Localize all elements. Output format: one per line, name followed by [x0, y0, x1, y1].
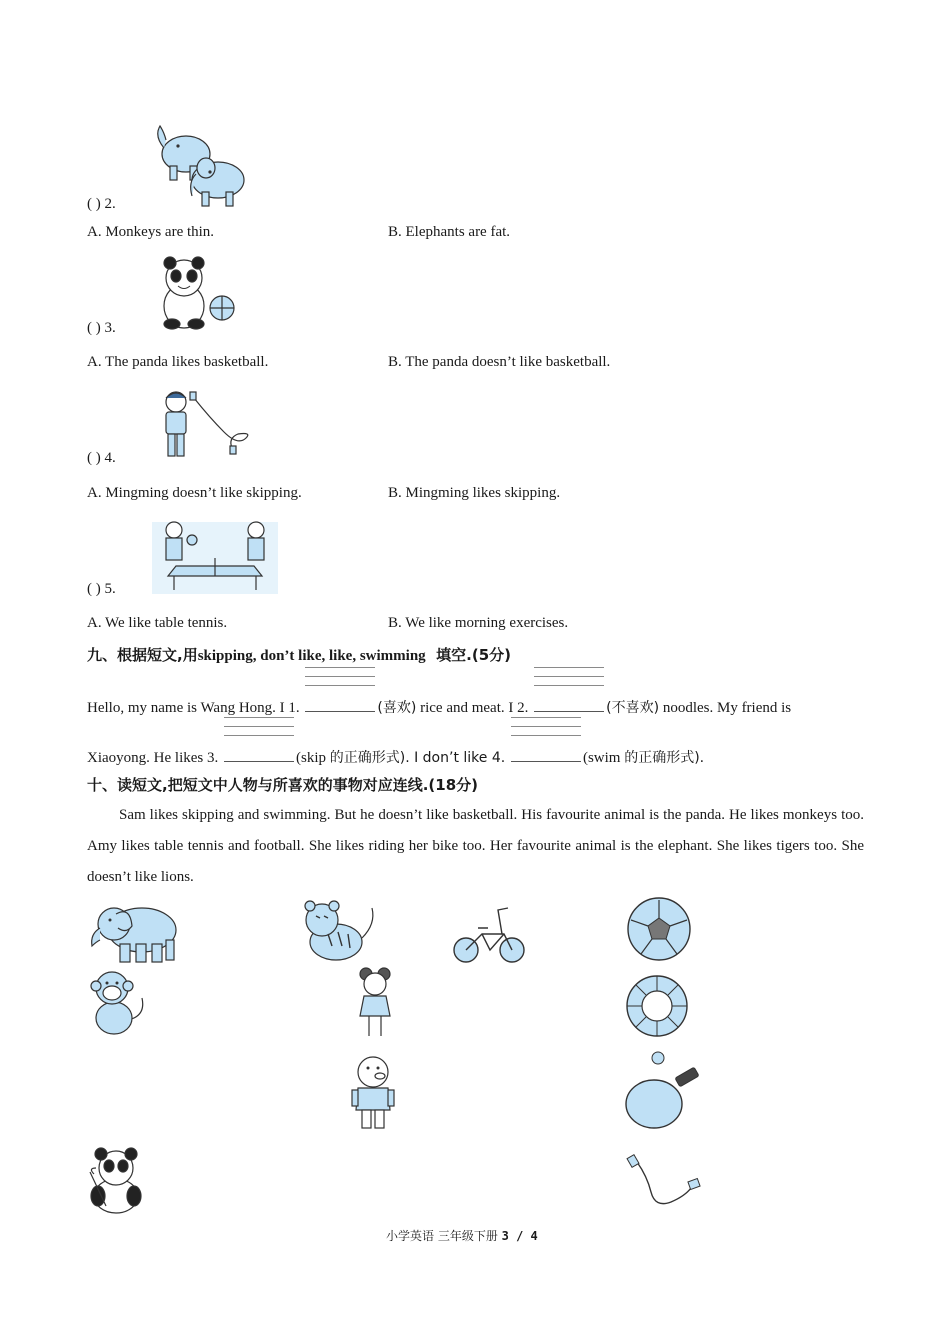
table-tennis-icon[interactable] [624, 1050, 702, 1132]
line-2-text-a: Xiaoyong. He likes 3. [87, 750, 219, 766]
blank-1-input[interactable] [305, 697, 375, 712]
section-9-line-1 [87, 697, 791, 717]
line-2-text-b: 的正确形式). I don’t like 4. [329, 750, 506, 766]
question-4-number: ( ) 4. [87, 450, 116, 466]
elephants-picture [150, 122, 250, 212]
footer-subject: 小学英语 三年级下册 [386, 1229, 498, 1243]
section-9-title-suffix: 填空.(5分) [436, 646, 511, 664]
question-3-option-a: A. The panda likes basketball. [87, 354, 269, 370]
question-2-number: ( ) 2. [87, 196, 116, 212]
question-2-option-b: B. Elephants are fat. [388, 224, 511, 240]
question-2-option-a: A. Monkeys are thin. [87, 224, 215, 240]
question-5-option-b: B. We like morning exercises. [388, 615, 569, 631]
panda-icon[interactable] [86, 1146, 146, 1216]
section-9-title [87, 646, 511, 665]
elephant-icon[interactable] [86, 900, 184, 964]
panda-basketball-picture [156, 256, 240, 332]
question-5-option-a: A. We like table tennis. [87, 615, 228, 631]
football-icon[interactable] [625, 896, 693, 962]
line-1-text-a: Hello, my name is Wang Hong. I 1. [87, 700, 300, 716]
footer-page-number: 3 / 4 [501, 1229, 538, 1243]
question-4-option-a: A. Mingming doesn’t like skipping. [87, 485, 302, 501]
blank-2-input[interactable] [534, 697, 604, 712]
section-9-word-bank: skipping, don’t like, like, swimming [197, 648, 426, 664]
table-tennis-picture [152, 518, 278, 596]
sam-boy-icon[interactable] [348, 1054, 398, 1132]
section-9-title-prefix: 九、根据短文,用 [87, 646, 198, 664]
section-10-title: 十、读短文,把短文中人物与所喜欢的事物对应连线.(18分) [87, 776, 478, 794]
bike-icon[interactable] [452, 900, 526, 966]
line-2-hint-swim: (swim [582, 750, 621, 766]
amy-girl-icon[interactable] [354, 966, 396, 1038]
blank-3-input[interactable] [224, 747, 294, 762]
question-3-number: ( ) 3. [87, 320, 116, 336]
question-5-number: ( ) 5. [87, 581, 116, 597]
monkey-icon[interactable] [88, 968, 146, 1036]
section-10-passage: Sam likes skipping and swimming. But he doesn’t like basketball. His favourite animal is the panda. He likes monkeys too. Amy likes table tennis and football. She likes riding her bike too. Her favourite animal is the elephant. She likes tigers too. She doesn’t like lions. [87, 807, 864, 885]
question-3-option-b: B. The panda doesn’t like basketball. [388, 354, 611, 370]
page-footer [386, 1227, 538, 1244]
line-2-hint-skip: (skip [295, 750, 326, 766]
line-1-hint-like: (喜欢) [377, 700, 417, 716]
swim-ring-icon[interactable] [625, 974, 689, 1038]
section-9-line-2 [87, 747, 704, 767]
question-4-option-b: B. Mingming likes skipping. [388, 485, 561, 501]
tiger-icon[interactable] [292, 898, 380, 964]
boy-jump-rope-picture [158, 388, 258, 462]
line-1-text-b: rice and meat. I 2. [420, 700, 529, 716]
line-1-hint-dislike: (不喜欢) [606, 700, 660, 716]
blank-4-input[interactable] [511, 747, 581, 762]
line-2-text-c: 的正确形式). [624, 750, 705, 766]
line-1-text-c: noodles. My friend is [662, 700, 792, 716]
jump-rope-icon[interactable] [625, 1152, 705, 1212]
